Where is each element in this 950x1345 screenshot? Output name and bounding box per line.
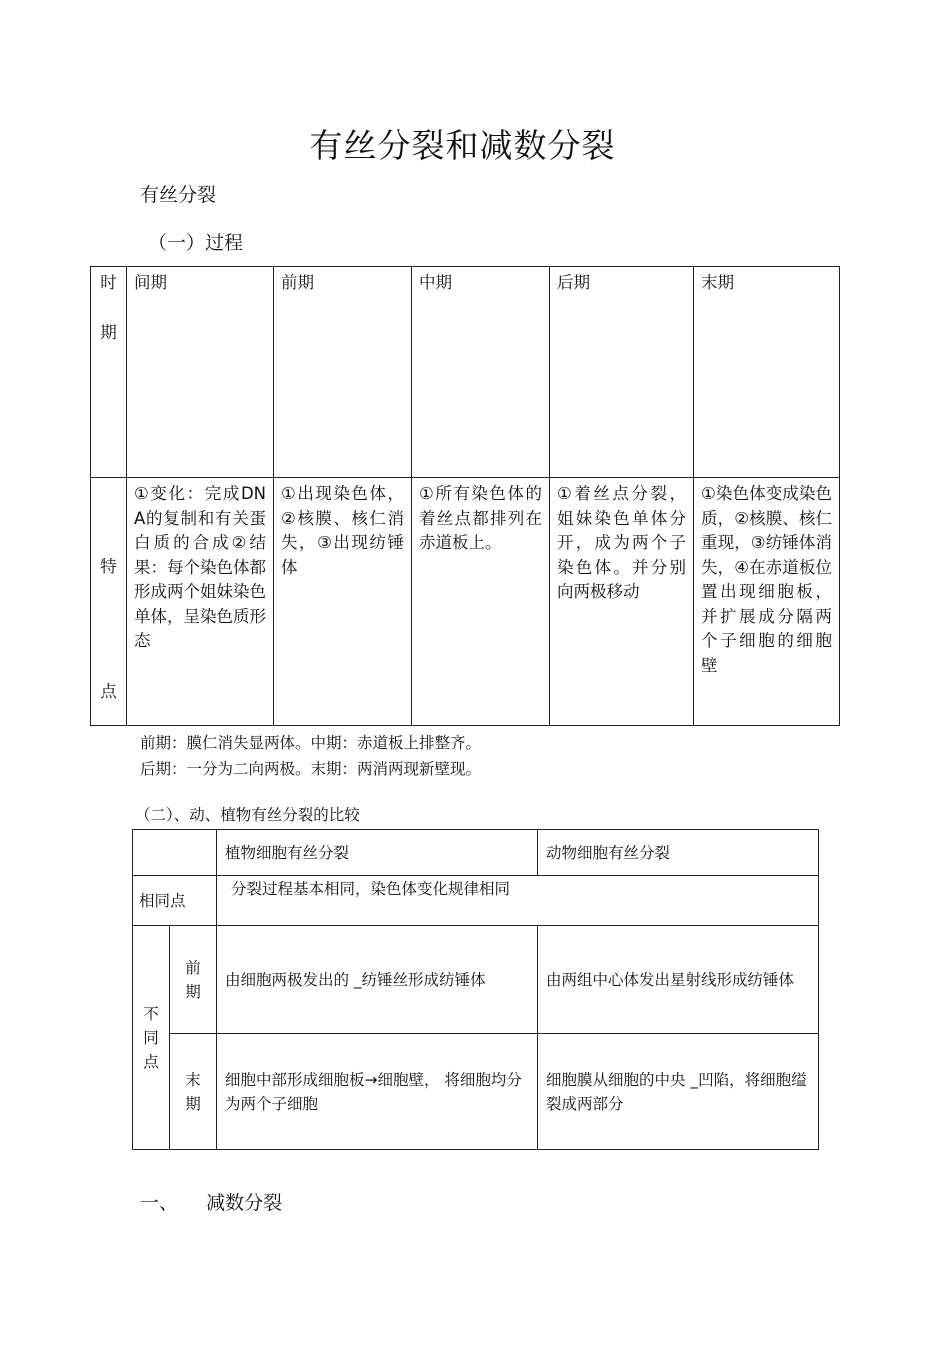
telophase-plant: 细胞中部形成细胞板→细胞壁， 将细胞均分为两个子细胞 bbox=[217, 1034, 538, 1150]
header-telophase: 末期 bbox=[694, 267, 840, 478]
telophase-animal: 细胞膜从细胞的中央 _凹陷，将细胞缢裂成两部分 bbox=[538, 1034, 819, 1150]
label-same: 相同点 bbox=[133, 876, 217, 926]
section-title: 减数分裂 bbox=[206, 1192, 283, 1214]
subheading-process: （一）过程 bbox=[148, 232, 244, 254]
corner-cell bbox=[133, 830, 217, 876]
table-row-telophase bbox=[133, 1034, 819, 1150]
mnemonic-line: 前期：膜仁消失显两体。中期：赤道板上排整齐。 bbox=[140, 734, 482, 752]
same-text: 分裂过程基本相同，染色体变化规律相同 bbox=[217, 876, 819, 926]
feature-metaphase: ①所有染色体的着丝点都排列在赤道板上。 bbox=[412, 478, 550, 726]
comparison-table bbox=[132, 829, 819, 1150]
section-heading-meiosis bbox=[140, 1188, 282, 1215]
header-animal: 动物细胞有丝分裂 bbox=[538, 830, 819, 876]
header-plant: 植物细胞有丝分裂 bbox=[217, 830, 538, 876]
prophase-plant: 由细胞两极发出的 _纺锤丝形成纺锤体 bbox=[217, 926, 538, 1034]
table-row-same bbox=[133, 876, 819, 926]
label-prophase: 前 期 bbox=[170, 926, 217, 1034]
table-row-header bbox=[133, 830, 819, 876]
feature-telophase: ①染色体变成染色质，②核膜、核仁重现，③纺锤体消失，④在赤道板位置出现细胞板，并扩展成分隔两个子细胞的细胞壁 bbox=[694, 478, 840, 726]
prophase-animal: 由两组中心体发出星射线形成纺锤体 bbox=[538, 926, 819, 1034]
label-telophase: 末 期 bbox=[170, 1034, 217, 1150]
mnemonic-text bbox=[140, 730, 481, 782]
table-row-phase bbox=[91, 267, 840, 478]
feature-prophase: ①出现染色体，②核膜、核仁消失，③出现纺锤体 bbox=[274, 478, 412, 726]
section-number: 一、 bbox=[140, 1192, 179, 1214]
header-interphase: 间期 bbox=[127, 267, 274, 478]
feature-interphase: ①变化：完成DNA的复制和有关蛋白质的合成②结果：每个染色体都形成两个姐妹染色单体，呈染色质形态 bbox=[127, 478, 274, 726]
row-label-phase: 时 期 bbox=[91, 267, 127, 478]
subheading-comparison: （二）、动、植物有丝分裂的比较 bbox=[135, 806, 360, 824]
row-label-features: 特 点 bbox=[91, 478, 127, 726]
mnemonic-line: 后期：一分为二向两极。末期：两消两现新壁现。 bbox=[140, 760, 482, 778]
label-differences: 不 同 点 bbox=[133, 926, 170, 1150]
document-title: 有丝分裂和减数分裂 bbox=[309, 126, 616, 165]
header-anaphase: 后期 bbox=[550, 267, 694, 478]
table-row-prophase bbox=[133, 926, 819, 1034]
table-row-features bbox=[91, 478, 840, 726]
mitosis-process-table bbox=[90, 266, 840, 726]
header-metaphase: 中期 bbox=[412, 267, 550, 478]
header-prophase: 前期 bbox=[274, 267, 412, 478]
section-heading-mitosis: 有丝分裂 bbox=[140, 184, 217, 206]
feature-anaphase: ①着丝点分裂，姐妹染色单体分开，成为两个子染色体。并分别向两极移动 bbox=[550, 478, 694, 726]
